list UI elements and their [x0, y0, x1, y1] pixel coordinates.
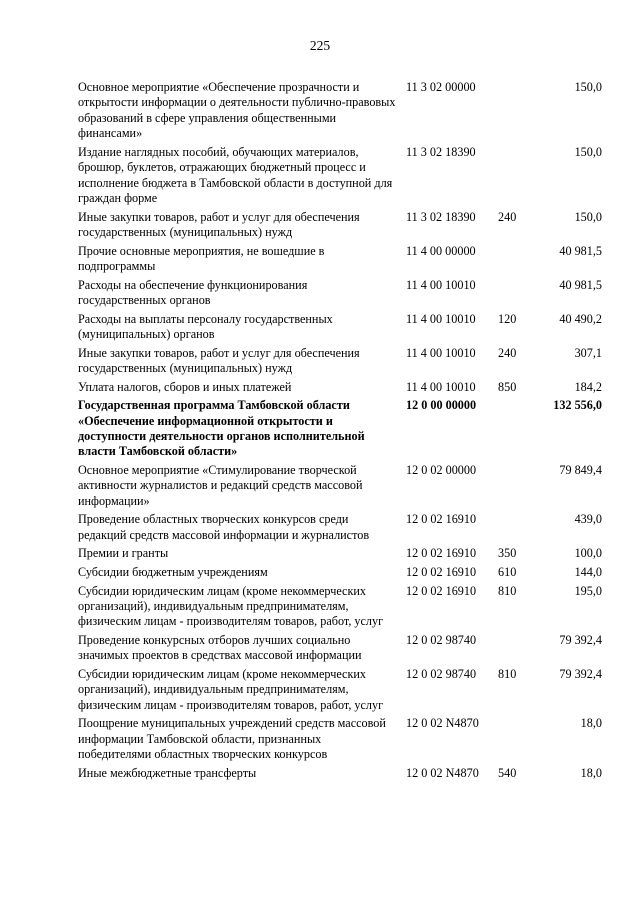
item-name: Основное мероприятие «Стимулирование творческой активности журналистов и редакций средств массовой информации»: [78, 463, 363, 508]
target-code: 12 0 02 16910: [406, 583, 477, 598]
item-name: Уплата налогов, сборов и иных платежей: [78, 379, 292, 394]
target-code: 11 4 00 10010: [406, 311, 476, 326]
item-name: Премии и гранты: [78, 546, 169, 561]
target-code: 11 4 00 00000: [406, 243, 476, 258]
amount: 18,0: [580, 716, 602, 731]
item-name: Государственная программа Тамбовской области «Обеспечение информационной открытости и доступности деятельности органов исполнительной власти Тамбовской области»: [78, 398, 365, 459]
amount: 150,0: [574, 209, 602, 224]
expense-type: 350: [498, 546, 517, 561]
target-code: 11 4 00 10010: [406, 379, 476, 394]
target-code: 12 0 02 16910: [406, 546, 477, 561]
amount: 100,0: [574, 546, 602, 561]
target-code: 11 4 00 10010: [406, 345, 476, 360]
table-row: [78, 244, 602, 275]
table-row: [78, 565, 602, 580]
amount: 195,0: [574, 583, 602, 598]
item-name: Расходы на выплаты персоналу государственных (муниципальных) органов: [78, 311, 333, 342]
table-row: [78, 766, 602, 781]
table-row: [78, 278, 602, 309]
target-code: 11 3 02 00000: [406, 80, 476, 94]
item-name: Поощрение муниципальных учреждений средств массовой информации Тамбовской области, признанных победителями областных творческих конкурсов: [78, 716, 386, 762]
table-row: [78, 145, 602, 207]
table-row: [78, 546, 602, 561]
target-code: 12 0 02 98740: [406, 667, 477, 682]
budget-table: [78, 80, 602, 784]
amount: 150,0: [574, 144, 602, 159]
target-code: 12 0 02 N4870: [406, 765, 479, 780]
item-name: Иные межбюджетные трансферты: [78, 765, 257, 780]
amount: 18,0: [580, 765, 602, 780]
amount: 307,1: [574, 345, 602, 360]
expense-type: 240: [498, 345, 517, 360]
expense-type: 850: [498, 379, 517, 394]
amount: 40 981,5: [559, 277, 602, 292]
table-row: [78, 584, 602, 630]
target-code: 12 0 02 16910: [406, 565, 477, 580]
target-code: 11 4 00 10010: [406, 277, 476, 292]
item-name: Расходы на обеспечение функционирования государственных органов: [78, 277, 308, 308]
expense-type: 540: [498, 765, 517, 780]
amount: 184,2: [574, 379, 602, 394]
expense-type: 810: [498, 583, 517, 598]
expense-type: 240: [498, 209, 517, 224]
expense-type: 120: [498, 311, 517, 326]
item-name: Издание наглядных пособий, обучающих материалов, брошюр, буклетов, отражающих бюджетный процесс и исполнение бюджета в Тамбовской области в доступной для граждан форме: [78, 144, 393, 206]
item-name: Проведение конкурсных отборов лучших социально значимых проектов в средствах массовой информации: [78, 633, 362, 663]
table-row: [78, 512, 602, 543]
item-name: Субсидии юридическим лицам (кроме некоммерческих организаций), индивидуальным предпринимателям, физическим лицам - производителям товаров, работ, услуг: [78, 583, 384, 629]
item-name: Субсидии юридическим лицам (кроме некоммерческих организаций), индивидуальным предпринимателям, физическим лицам - производителям товаров, работ, услуг: [78, 667, 384, 712]
table-row: [78, 80, 602, 142]
table-row: [78, 667, 602, 713]
amount: 79 392,4: [559, 633, 602, 648]
table-row: [78, 312, 602, 343]
expense-type: 810: [498, 667, 517, 682]
page-number: 225: [309, 38, 331, 53]
amount: 40 490,2: [559, 311, 602, 326]
target-code: 12 0 02 16910: [406, 512, 477, 527]
target-code: 11 3 02 18390: [406, 144, 476, 159]
target-code: 11 3 02 18390: [406, 209, 476, 224]
target-code: 12 0 02 00000: [406, 463, 477, 478]
table-row: [78, 380, 602, 395]
amount: 150,0: [574, 80, 602, 94]
amount: 79 392,4: [559, 667, 602, 682]
program-row: [78, 398, 602, 460]
item-name: Иные закупки товаров, работ и услуг для обеспечения государственных (муниципальных) нужд: [78, 345, 360, 376]
amount: 79 849,4: [559, 463, 602, 478]
target-code: 12 0 02 N4870: [406, 716, 479, 731]
amount: 40 981,5: [559, 243, 602, 258]
table-row: [78, 210, 602, 241]
amount: 144,0: [574, 565, 602, 580]
item-name: Основное мероприятие «Обеспечение прозрачности и открытости информации о деятельности публично-правовых образований в сфере управления общественными финансами»: [78, 80, 396, 141]
amount: 439,0: [574, 512, 602, 527]
table-row: [78, 346, 602, 377]
item-name: Субсидии бюджетным учреждениям: [78, 565, 268, 580]
item-name: Проведение областных творческих конкурсов среди редакций средств массовой информации и журналистов: [78, 512, 370, 542]
item-name: Прочие основные мероприятия, не вошедшие в подпрограммы: [78, 243, 325, 274]
table-row: [78, 463, 602, 509]
amount: 132 556,0: [553, 398, 602, 413]
item-name: Иные закупки товаров, работ и услуг для обеспечения государственных (муниципальных) нужд: [78, 209, 360, 240]
table-row: [78, 633, 602, 664]
target-code: 12 0 02 98740: [406, 633, 477, 648]
table-row: [78, 716, 602, 762]
target-code: 12 0 00 00000: [406, 398, 477, 413]
expense-type: 610: [498, 565, 517, 580]
